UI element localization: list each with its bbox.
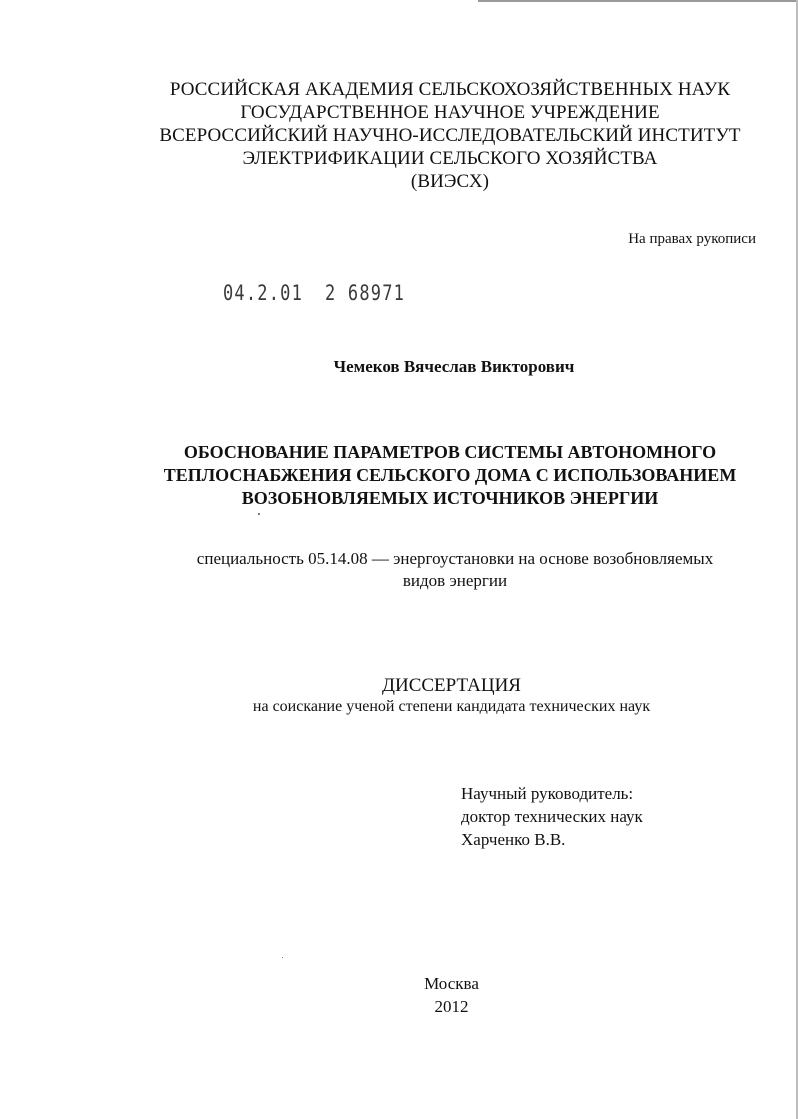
supervisor-label: Научный руководитель: xyxy=(461,784,634,803)
rights-note: На правах рукописи xyxy=(628,231,756,247)
dissertation-title xyxy=(100,441,798,510)
stamp-date: 04.2.01 xyxy=(223,281,304,306)
footer-year: 2012 xyxy=(434,997,469,1016)
dissertation-subtitle: на соискание ученой степени кандидата технических наук xyxy=(252,698,651,715)
scan-speck xyxy=(258,513,260,515)
specialty xyxy=(110,548,798,592)
supervisor-name: Харченко В.В. xyxy=(461,830,566,849)
header-line-abbreviation: (ВИЭСХ) xyxy=(410,171,490,192)
header-line-academy: РОССИЙСКАЯ АКАДЕМИЯ СЕЛЬСКОХОЗЯЙСТВЕННЫХ НАУК xyxy=(169,79,731,100)
registry-stamp xyxy=(223,281,405,306)
footer xyxy=(0,972,798,1018)
header-line-institute: ВСЕРОССИЙСКИЙ НАУЧНО-ИССЛЕДОВАТЕЛЬСКИЙ ИНСТИТУТ xyxy=(159,125,741,146)
supervisor-degree: доктор технических наук xyxy=(461,807,643,826)
author-name: Чемеков Вячеслав Викторович xyxy=(333,357,575,376)
header-line-institution-type: ГОСУДАРСТВЕННОЕ НАУЧНОЕ УЧРЕЖДЕНИЕ xyxy=(240,102,660,123)
specialty-line-1: специальность 05.14.08 — энергоустановки на основе возобновляемых xyxy=(196,549,714,568)
title-line-3: ВОЗОБНОВЛЯЕМЫХ ИСТОЧНИКОВ ЭНЕРГИИ xyxy=(241,488,659,508)
dissertation-heading: ДИССЕРТАЦИЯ xyxy=(382,675,521,696)
scan-speck xyxy=(282,957,283,958)
title-line-1: ОБОСНОВАНИЕ ПАРАМЕТРОВ СИСТЕМЫ АВТОНОМНОГО xyxy=(183,442,717,462)
stamp-number: 2 68971 xyxy=(325,281,406,306)
footer-city: Москва xyxy=(424,974,479,993)
specialty-line-2: видов энергии xyxy=(402,571,508,590)
scan-edge-top xyxy=(478,0,798,2)
supervisor-block xyxy=(461,782,643,851)
title-line-2: ТЕПЛОСНАБЖЕНИЯ СЕЛЬСКОГО ДОМА С ИСПОЛЬЗОВАНИЕМ xyxy=(163,465,737,485)
institution-header xyxy=(100,78,798,193)
header-line-field: ЭЛЕКТРИФИКАЦИИ СЕЛЬСКОГО ХОЗЯЙСТВА xyxy=(242,148,658,169)
